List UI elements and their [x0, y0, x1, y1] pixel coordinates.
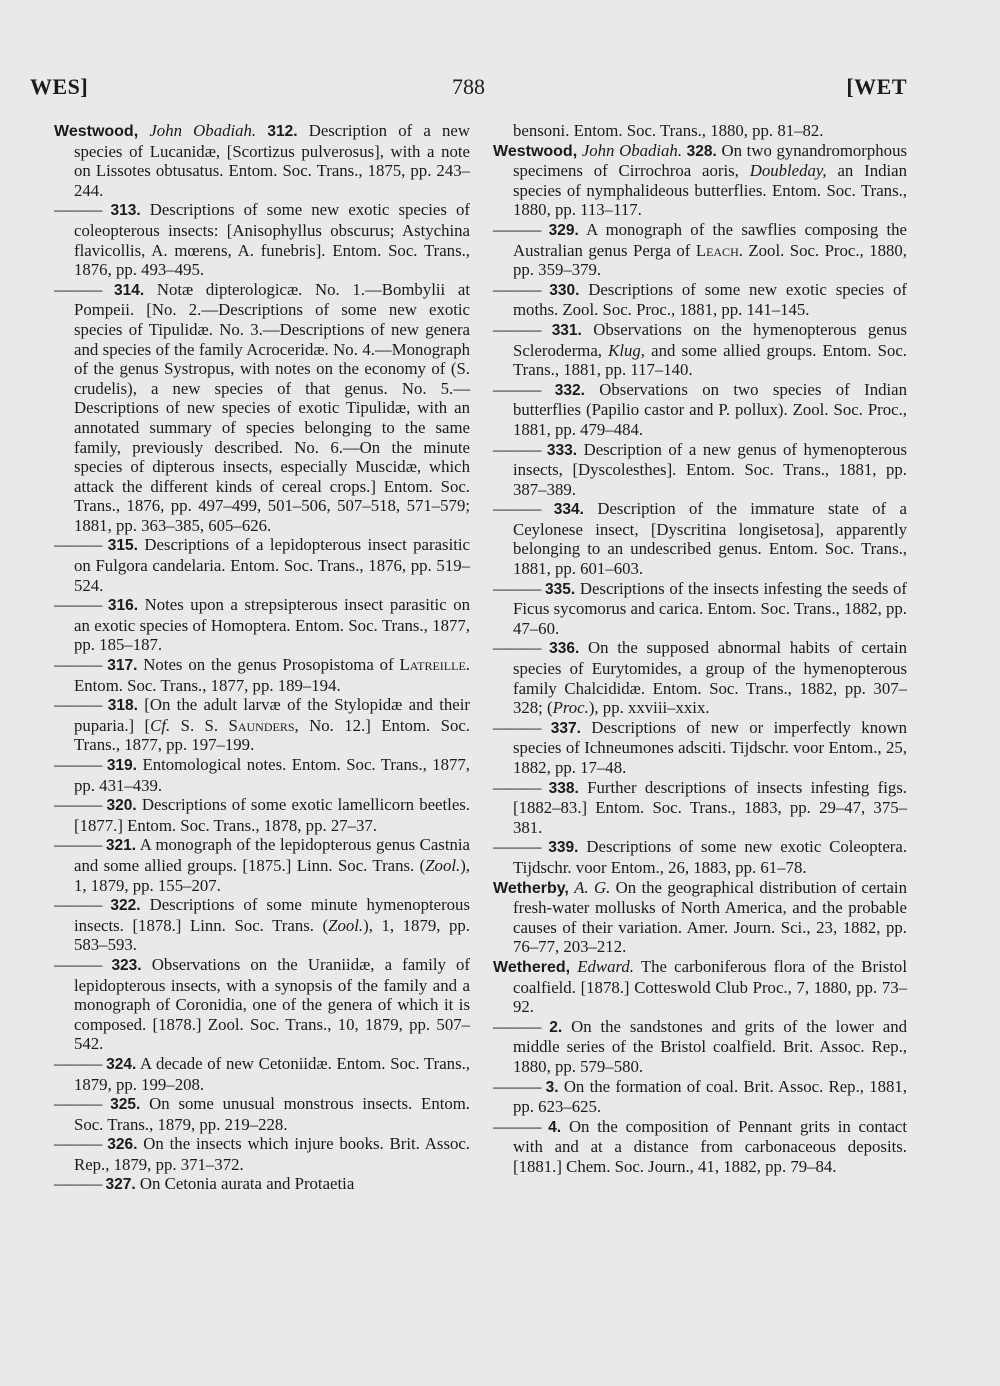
entry-italic: Proc. — [552, 698, 589, 718]
bibliography-entry — [54, 595, 470, 655]
entry-text: Observations on the hymenopterous genus Scleroderma, — [513, 319, 907, 360]
entry-text: ), 1, 1879, pp. 155–207. — [74, 855, 470, 895]
entry-text: Descriptions of some new exotic species of moths. Zool. Soc. Proc., 1881, pp. 141–145. — [513, 279, 907, 320]
header-left-guide: WES] — [30, 74, 89, 99]
bibliography-entry — [493, 837, 907, 877]
entry-author: Westwood, — [54, 123, 139, 140]
page-number: 788 — [452, 74, 485, 99]
entry-author: Westwood, — [493, 142, 578, 160]
entry-number: 326. — [107, 1136, 138, 1154]
entry-text: and some allied groups. Entom. Soc. Trans., 1881, pp. 117–140. — [513, 340, 908, 380]
entry-text: Descriptions of new or imperfectly known species of Ichneumones adsciti. Tijdschr. voor Entom., 25, 1882, pp. 17–48. — [513, 717, 907, 777]
bibliography-entry — [493, 957, 907, 1017]
bibliography-entry — [493, 380, 907, 440]
entry-number: 330. — [549, 281, 580, 299]
entry-number: 336. — [549, 640, 580, 658]
entry-number: 338. — [548, 779, 579, 797]
entry-text: A monograph of the lepidopterous genus Castnia and some allied groups. [1875.] Linn. Soc. Trans. ( — [74, 835, 470, 875]
left-column — [54, 121, 470, 1195]
bibliography-entry — [54, 695, 470, 755]
bibliography-entry — [54, 280, 470, 536]
entry-number: 329. — [548, 221, 579, 239]
entry-dash: ——— — [54, 1094, 102, 1114]
entry-dash: ——— — [54, 755, 102, 774]
bibliography-entry — [54, 895, 470, 955]
bibliography-entry — [493, 638, 907, 717]
entry-text: ), 1, 1879, pp. 583–593. — [74, 915, 470, 955]
entry-text: Descriptions of some exotic lamellicorn beetles. [1877.] Entom. Soc. Trans., 1878, pp. 27–37. — [74, 795, 470, 835]
entry-text: an Indian species of nymphalideous butterflies. Entom. Soc. Trans., 1880, pp. 113–117. — [513, 161, 907, 220]
entry-dash: ——— — [493, 319, 541, 339]
entry-number: 313. — [110, 202, 141, 220]
entry-dash: ——— — [493, 638, 541, 658]
entry-dash: ——— — [493, 499, 541, 519]
bibliography-entry — [493, 1017, 907, 1077]
entry-text: Description of a new genus of hymenopterous insects, [Dyscolesthes]. Entom. Soc. Trans., 1881, pp. 387–389. — [513, 439, 907, 499]
entry-dash: ——— — [54, 655, 102, 675]
bibliography-entry — [493, 220, 907, 280]
entry-author-given: Edward. — [577, 956, 634, 976]
bibliography-entry — [54, 121, 470, 200]
bibliography-entry — [493, 499, 907, 578]
entry-text: Notes upon a strepsipterous insect parasitic on an exotic species of Homoptera. Entom. Soc. Trans., 1877, pp. 185–187. — [74, 595, 470, 655]
bibliography-entry — [493, 141, 907, 220]
entry-text: On some unusual monstrous insects. Entom. Soc. Trans., 1879, pp. 219–228. — [74, 1094, 471, 1134]
entry-text: A monograph of the sawflies composing the Australian genus Perga of — [513, 219, 907, 260]
entry-text: On the insects which injure books. Brit. Assoc. Rep., 1879, pp. 371–372. — [74, 1134, 471, 1174]
entry-dash: ——— — [493, 1076, 541, 1096]
entry-text: Further descriptions of insects infesting figs. [1882–83.] Entom. Soc. Trans., 1883, pp. 29–47, 375–381. — [513, 777, 907, 837]
entry-number: 327. — [105, 1176, 136, 1194]
entry-author-given: John Obadiah. — [149, 121, 257, 140]
entry-text: Observations on two species of Indian butterflies (Papilio castor and P. pollux). Zool. Soc. Proc., 1881, pp. 479–484. — [513, 379, 908, 439]
entry-text: Notes on the genus Prosopistoma of — [143, 655, 394, 675]
bibliography-entry — [493, 280, 907, 320]
entry-number: 325. — [110, 1096, 141, 1114]
bibliography-entry — [493, 1117, 907, 1177]
entry-number: 2. — [549, 1018, 563, 1036]
entry-number: 322. — [110, 897, 141, 915]
entry-dash: ——— — [54, 954, 102, 974]
entry-number: 323. — [111, 956, 142, 974]
entry-text: Descriptions of a lepidopterous insect parasitic on Fulgora candelaria. Entom. Soc. Trans., 1876, pp. 519–524. — [74, 535, 471, 595]
entry-number: 317. — [107, 657, 138, 675]
entry-text: On the supposed abnormal habits of certain species of Eurytomides, a group of the hymenopterous family Chalcididæ. Entom. Soc. Trans., 1882, pp. 307–328; ( — [513, 638, 908, 718]
entry-number: 320. — [106, 797, 137, 815]
entry-italic: Zool. — [328, 915, 364, 935]
entry-dash: ——— — [493, 219, 541, 239]
entry-text: The carboniferous flora of the Bristol coalfield. [1878.] Cotteswold Club Proc., 7, 1880, pp. 73–92. — [513, 956, 907, 1017]
entry-text: On Cetonia aurata and Protaetia — [139, 1174, 355, 1194]
entry-italic: Doubleday, — [749, 161, 827, 181]
right-column — [493, 121, 907, 1176]
entry-number: 337. — [550, 719, 581, 737]
entry-dash: ——— — [54, 695, 102, 715]
entry-dash: ——— — [54, 595, 102, 615]
bibliography-entry — [54, 200, 470, 279]
entry-italic: Klug, — [608, 340, 645, 360]
entry-dash: ——— — [493, 279, 541, 299]
entry-dash: ——— — [493, 578, 541, 598]
entry-text: On the composition of Pennant grits in contact with and at a distance from carbonaceous deposits. [1881.] Chem. Soc. Journ., 41, 1882, pp. 79–84. — [513, 1116, 908, 1176]
entry-text: Descriptions of the insects infesting the seeds of Ficus sycomorus and carica. Entom. Soc. Trans., 1882, pp. 47–60. — [513, 578, 908, 638]
entry-author: Wetherby, — [493, 879, 569, 897]
entry-continuation — [493, 121, 907, 141]
entry-text: Descriptions of some new exotic species of coleopterous insects: [Anisophyllus obscurus; Astychina flavicollis, A. mœrens, A. funebris]. Entom. Soc. Trans., 1876, pp. 493–495. — [74, 200, 470, 280]
entry-text: No. 12.] Entom. Soc. Trans., 1877, pp. 197–199. — [74, 715, 470, 755]
bibliography-entry — [54, 535, 470, 595]
bibliography-entry — [54, 835, 470, 895]
bibliography-entry — [493, 320, 907, 380]
entry-number: 331. — [551, 321, 582, 339]
entry-number: 339. — [548, 839, 579, 857]
entry-text: A decade of new Cetoniidæ. Entom. Soc. Trans., 1879, pp. 199–208. — [74, 1053, 470, 1094]
bibliography-entry — [493, 440, 907, 500]
entry-text: Notæ dipterologicæ. No. 1.—Bombylii at Pompeii. [No. 2.—Descriptions of some new exotic species of Tipulidæ. No. 3.—Descriptions of new genera and species of the family Acroceridæ. No. 4.—Monograph of the genus Systropus, with notes on the economy of (S. crudelis), a new species of that genus. No. 5.—Descriptions of new species of exotic Tipulidæ, with an annotated summary of species belonging to the same family, previously described. No. 6.—On the minute species of dipterous insects, especially Muscidæ, which attack the different kinds of cereal crops.] Entom. Soc. Trans., 1876, pp. 497–499, 501–506, 507–518, 571–579; 1881, pp. 363–385, 605–626. — [74, 279, 470, 535]
entry-text: Description of a new species of Lucanidæ, [Scortizus pulverosus], with a note on Lissotes obtusatus. Entom. Soc. Trans., 1875, pp. 243–244. — [74, 121, 470, 200]
entry-dash: ——— — [54, 1053, 102, 1073]
entry-number: 3. — [545, 1078, 559, 1096]
entry-text: Observations on the Uraniidæ, a family of lepidopterous insects, with a synopsis of the family and a monograph of Coronidia, one of the genera of which it is composed. [1878.] Zool. Soc. Trans., 10, 1879, pp. 507–542. — [74, 954, 470, 1054]
entry-text: On the sandstones and grits of the lower and middle series of the Bristol coalfield. Brit. Assoc. Rep., 1880, pp. 579–580. — [513, 1016, 907, 1076]
entry-number: 328. — [686, 142, 717, 160]
bibliography-entry — [54, 655, 470, 695]
entry-text: [On the adult larvæ of the Stylopidæ and their puparia.] [ — [74, 695, 470, 735]
bibliography-entry — [493, 778, 907, 838]
entry-text: S. S. — [180, 715, 219, 735]
bibliography-entry — [54, 1134, 470, 1174]
entry-text: Entomological notes. Entom. Soc. Trans., 1877, pp. 431–439. — [74, 755, 470, 795]
entry-number: 318. — [107, 697, 138, 715]
entry-author: Wethered, — [493, 958, 571, 976]
bibliography-entry — [54, 755, 470, 795]
entry-text: Entom. Soc. Trans., 1877, pp. 189–194. — [74, 675, 341, 695]
entry-dash: ——— — [54, 535, 102, 555]
entry-author-given: A. G. — [574, 877, 611, 897]
entry-number: 333. — [546, 441, 578, 459]
entry-author-given: John Obadiah. — [581, 140, 683, 160]
bibliography-entry — [493, 1077, 907, 1117]
entry-number: 332. — [554, 381, 585, 399]
entry-dash: ——— — [54, 835, 102, 855]
entry-number: 321. — [105, 837, 137, 855]
entry-text: On the geographical distribution of certain fresh-water mollusks of North America, and the probable causes of their variation. Amer. Journ. Sci., 23, 1882, pp. 76–77, 203–212. — [513, 877, 907, 957]
entry-dash: ——— — [54, 895, 102, 915]
entry-text: bensoni. Entom. Soc. Trans., 1880, pp. 81–82. — [513, 121, 824, 140]
entry-dash: ——— — [493, 379, 541, 399]
bibliography-entry — [54, 795, 470, 835]
header-right-guide: [WET — [846, 74, 907, 99]
bibliography-entry — [493, 579, 907, 639]
entry-dash: ——— — [493, 777, 541, 797]
entry-dash: ——— — [493, 439, 541, 459]
entry-smallcaps: Leach. — [695, 240, 743, 260]
entry-italic: Zool. — [425, 855, 461, 875]
bibliography-entry — [493, 878, 907, 957]
entry-italic: Cf. — [150, 715, 171, 735]
entry-number: 334. — [553, 501, 584, 519]
entry-dash: ——— — [54, 795, 102, 815]
entry-dash: ——— — [493, 1016, 541, 1036]
entry-text: Descriptions of some minute hymenopterous insects. [1878.] Linn. Soc. Trans. ( — [74, 895, 470, 935]
entry-smallcaps: Latreille. — [399, 655, 470, 675]
bibliography-entry — [54, 1094, 470, 1134]
bibliography-entry — [54, 1174, 470, 1195]
entry-number: 324. — [106, 1055, 137, 1073]
running-header — [30, 74, 907, 104]
entry-number: 4. — [548, 1118, 562, 1136]
entry-dash: ——— — [493, 837, 541, 857]
bibliography-entry — [54, 1054, 470, 1094]
entry-dash: ——— — [54, 1134, 102, 1154]
entry-number: 314. — [114, 281, 145, 299]
entry-text: Zool. Soc. Proc., 1880, pp. 359–379. — [513, 240, 907, 280]
entry-number: 312. — [267, 123, 298, 140]
entry-number: 335. — [545, 580, 576, 598]
entry-dash: ——— — [54, 279, 102, 299]
entry-dash: ——— — [54, 1174, 102, 1194]
entry-text: ), pp. xxviii–xxix. — [588, 698, 710, 718]
entry-dash: ——— — [54, 200, 102, 220]
entry-text: Description of the immature state of a Ceylonese insect, [Dyscritina longisetosa], apparently belonging to an undescribed genus. Entom. Soc. Trans., 1881, pp. 601–603. — [513, 499, 907, 579]
entry-text: Descriptions of some new exotic Coleoptera. Tijdschr. voor Entom., 26, 1883, pp. 61–78. — [513, 837, 908, 877]
bibliography-entry — [54, 955, 470, 1054]
entry-dash: ——— — [493, 717, 541, 737]
entry-number: 319. — [106, 757, 137, 774]
entry-smallcaps: Saunders, — [228, 715, 299, 735]
entry-number: 316. — [107, 597, 139, 615]
entry-dash: ——— — [493, 1116, 541, 1136]
entry-text: On two gynandromorphous specimens of Cirrochroa aoris, — [513, 140, 907, 181]
entry-number: 315. — [107, 537, 138, 555]
entry-text: On the formation of coal. Brit. Assoc. Rep., 1881, pp. 623–625. — [513, 1076, 907, 1117]
bibliography-entry — [493, 718, 907, 778]
